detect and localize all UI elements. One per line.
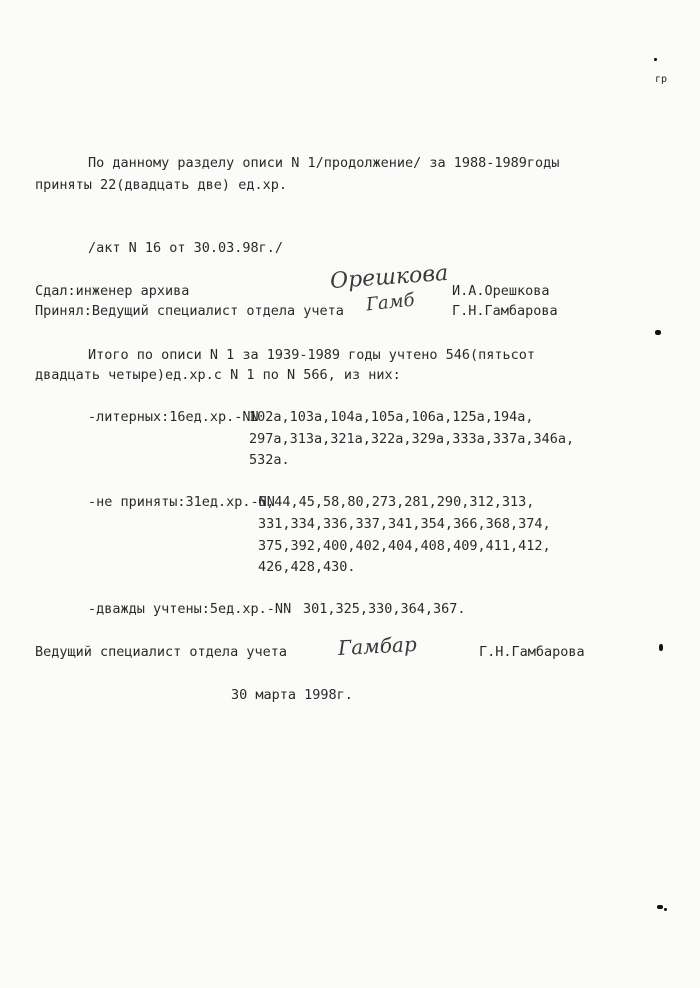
corner-mark: гр — [655, 74, 668, 85]
handed-over-label: Сдал:инженер архива — [35, 283, 190, 299]
signoff-signature: Гамбар — [337, 631, 418, 661]
double-counted-prefix: -дважды учтены:5ед.хр.-NN — [88, 601, 300, 617]
margin-ink-blot — [659, 644, 663, 651]
margin-ink-blot — [654, 58, 657, 61]
not-accepted-prefix: -не приняты:31ед.хр.-NN — [88, 494, 284, 510]
ink-speck — [664, 908, 667, 911]
not-accepted-line: 375,392,400,402,404,408,409,411,412, — [258, 538, 551, 554]
act-reference: /акт N 16 от 30.03.98г./ — [88, 240, 284, 256]
not-accepted-line: 426,428,430. — [258, 559, 356, 575]
literal-units-prefix: -литерных:16ед.хр.-NN — [88, 409, 267, 425]
margin-ink-blot — [655, 330, 661, 335]
summary-line-1: Итого по описи N 1 за 1939-1989 годы учтено 546(пятьсот — [88, 347, 536, 363]
literal-units-line: 297а,313а,321а,322а,329а,333а,337а,346а, — [249, 431, 575, 447]
received-label: Принял:Ведущий специалист отдела учета — [35, 303, 344, 319]
intro-line-1: По данному разделу описи N 1/продолжение/ за 1988-1989годы — [88, 155, 560, 171]
double-counted-line: 301,325,330,364,367. — [303, 601, 466, 617]
handed-over-name: И.А.Орешкова — [452, 283, 550, 299]
literal-units-line: 532а. — [249, 452, 290, 468]
not-accepted-line: 6,44,45,58,80,273,281,290,312,313, — [258, 494, 535, 510]
intro-line-2: приняты 22(двадцать две) ед.хр. — [35, 177, 287, 193]
literal-units-line: 102а,103а,104а,105а,106а,125а,194а, — [249, 409, 534, 425]
received-signature: Гамб — [365, 289, 416, 316]
signoff-position: Ведущий специалист отдела учета — [35, 644, 287, 660]
not-accepted-line: 331,334,336,337,341,354,366,368,374, — [258, 516, 551, 532]
handed-over-signature: Орешкова — [329, 260, 450, 295]
document-date: 30 марта 1998г. — [231, 687, 353, 703]
margin-ink-blot — [657, 905, 663, 909]
received-name: Г.Н.Гамбарова — [452, 303, 558, 319]
signoff-name: Г.Н.Гамбарова — [479, 644, 585, 660]
summary-line-2: двадцать четыре)ед.хр.с N 1 по N 566, из них: — [35, 367, 401, 383]
